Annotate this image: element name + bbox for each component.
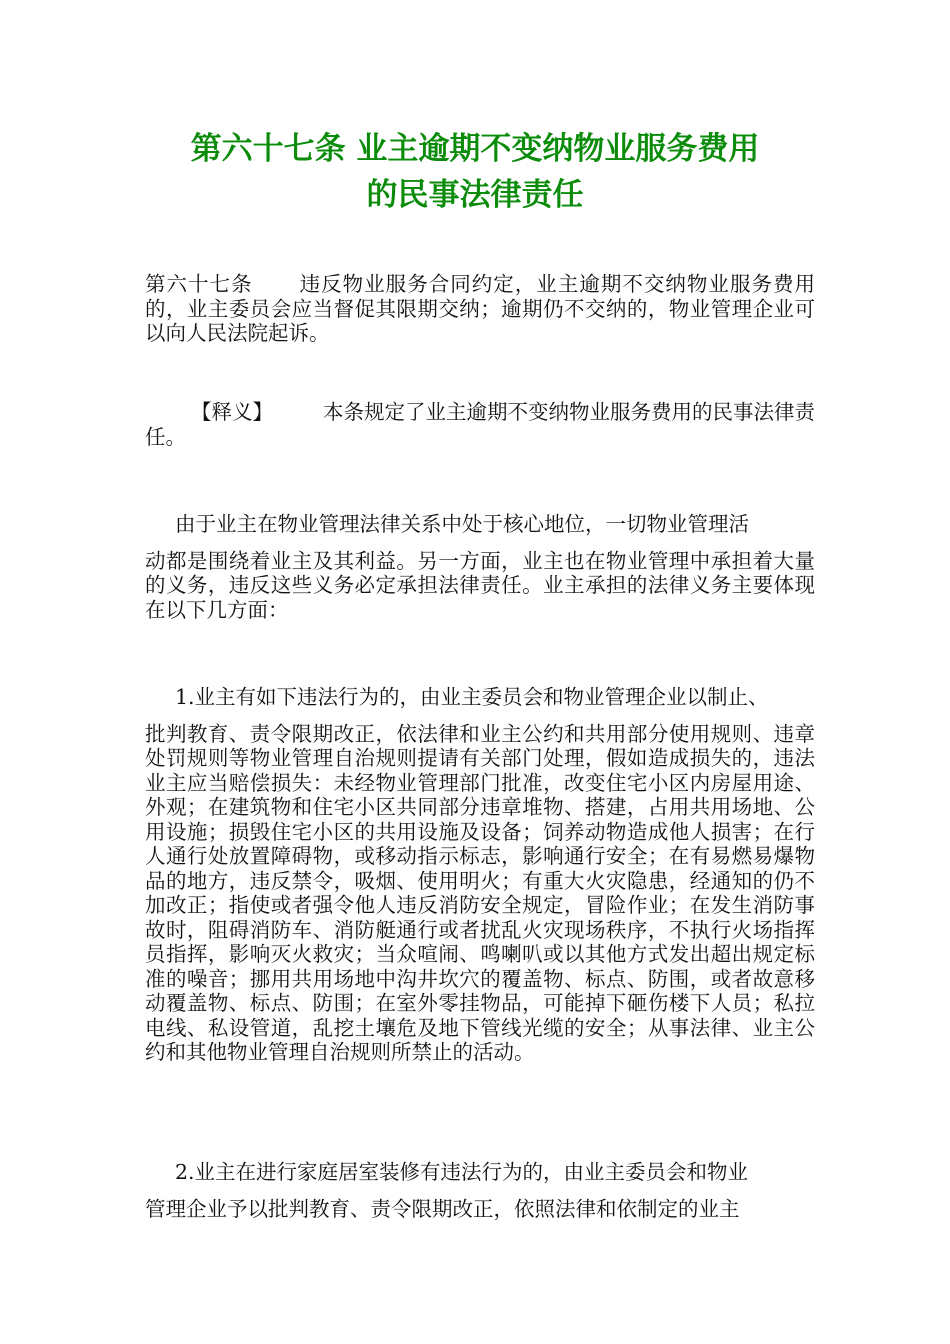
paragraph-body: 批判教育、责令限期改正，依法律和业主公约和共用部分使用规则、违章处罚规则等物业管理自治规则提请有关部门处理，假如造成损失的，违法业主应当赔偿损失：未经物业管理部门批准，改变住宅小区内房屋用途、外观；在建筑物和住宅小区共同部分违章堆物、搭建，占用共用场地、公用设施；损毁住宅小区的共用设施及设备；饲养动物造成他人损害；在行人通行处放置障碍物，或移动指示标志，影响通行安全；在有易燃易爆物品的地方，违反禁令，吸烟、使用明火；有重大火灾隐患，经通知的仍不加改正；指使或者强令他人违反消防安全规定，冒险作业；在发生消防事故时，阻碍消防车、消防艇通行或者扰乱火灾现场秩序，不执行火场指挥员指挥，影响灭火救灾；当众喧闹、鸣喇叭或以其他方式发出超出规定标准的噪音；挪用共用场地中沟井坎穴的覆盖物、标点、防围，或者故意移动覆盖物、标点、防围；在室外零挂物品，可能掉下砸伤楼下人员；私拉电线、私设管道，乱挖土壤危及地下管线光缆的安全；从事法律、业主公约和其他物业管理自治规则所禁止的活动。	[145, 721, 815, 1064]
body-paragraph-2	[145, 685, 815, 1065]
paragraph-body: 管理企业予以批判教育、责令限期改正，依照法律和依制定的业主	[145, 1196, 740, 1221]
paragraph-first-line: 2.业主在进行家庭居室装修有违法行为的，由业主委员会和物业	[175, 1160, 749, 1184]
paragraph-first-line: 由于业主在物业管理法律关系中处于核心地位，一切物业管理活	[175, 512, 749, 536]
interpretation-label: 【释义】	[191, 400, 273, 424]
article-text: 违反物业服务合同约定，业主逾期不交纳物业服务费用的，业主委员会应当督促其限期交纳；逾期仍不交纳的，物业管理企业可以向人民法院起诉。	[145, 272, 816, 345]
article-label: 第六十七条	[145, 272, 253, 296]
interpretation-paragraph	[145, 400, 815, 449]
article-paragraph	[145, 272, 815, 346]
title-line-1: 第六十七条 业主逾期不变纳物业服务费用	[190, 131, 760, 167]
interpretation-text: 本条规定了业主逾期不变纳物业服务费用的民事法律责任。	[145, 400, 815, 449]
body-paragraph-3	[145, 1160, 815, 1221]
paragraph-body: 动都是围绕着业主及其利益。另一方面，业主也在物业管理中承担着大量的义务，违反这些义务必定承担法律责任。业主承担的法律义务主要体现在以下几方面：	[145, 548, 815, 622]
paragraph-first-line: 1.业主有如下违法行为的，由业主委员会和物业管理企业以制止、	[175, 685, 769, 709]
title-line-2: 的民事法律责任	[366, 177, 584, 213]
body-paragraph-1	[145, 512, 815, 622]
document-title	[120, 126, 830, 218]
